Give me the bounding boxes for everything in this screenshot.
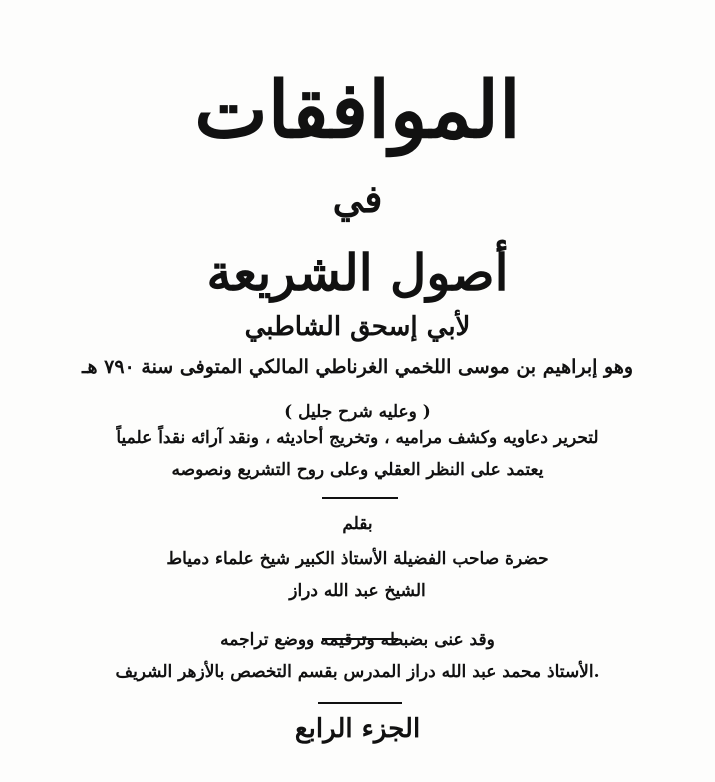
commentator-title: حضرة صاحب الفضيلة الأستاذ الكبير شيخ علماء دمياط	[166, 549, 549, 569]
volume-label: الجزء الرابع	[294, 714, 421, 744]
editor-line-1: وقد عنى بضبطه وترقيمه ووضع تراجمه	[220, 630, 495, 650]
divider-rule	[318, 702, 402, 704]
title-connector: في	[332, 176, 383, 221]
commentary-description-line-2: يعتمد على النظر العقلي وعلى روح التشريع ونصوصه	[171, 460, 544, 480]
editor-line-2: .الأستاذ محمد عبد الله دراز المدرس بقسم التخصص بالأزهر الشريف	[115, 662, 600, 682]
commentary-description-line-1: لتحرير دعاويه وكشف مراميه ، وتخريج أحاديثه ، ونقد آرائه نقداً علمياً	[116, 428, 599, 448]
author-full-name: وهو إبراهيم بن موسى اللخمي الغرناطي المالكي المتوفى سنة ٧٩٠ هـ	[81, 356, 634, 378]
commentator-name: الشيخ عبد الله دراز	[289, 581, 426, 601]
book-subtitle: أصول الشريعة	[206, 243, 509, 302]
by-pen-label: بقلم	[342, 514, 373, 534]
book-title: الموافقات	[194, 65, 521, 156]
commentary-label: ( وعليه شرح جليل )	[284, 402, 431, 422]
author-name: لأبي إسحق الشاطبي	[244, 312, 471, 342]
divider-rule	[322, 497, 398, 499]
